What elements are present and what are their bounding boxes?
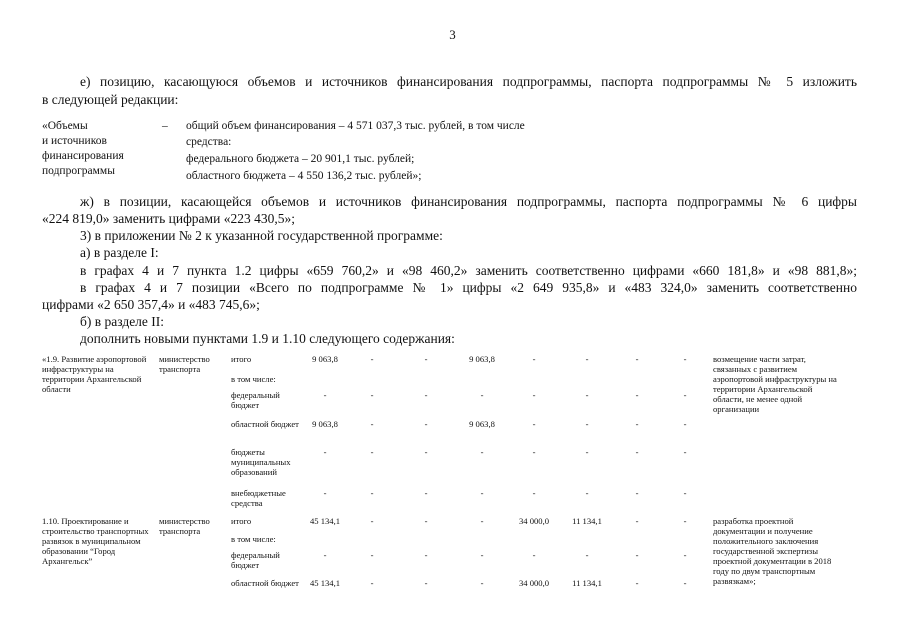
table-item-1-9: «1.9. Развитие аэропортовой инфраструктуры на территории Архангельской области bbox=[42, 354, 147, 394]
table-value-cell: - bbox=[683, 354, 687, 364]
table-value-cell: - bbox=[480, 578, 484, 588]
table-value-cell: - bbox=[424, 550, 428, 560]
funding-label-line-3: финансирования bbox=[42, 150, 124, 162]
table-value-cell: - bbox=[323, 390, 327, 400]
table-value-cell: - bbox=[424, 419, 428, 429]
funding-label-line-1: «Объемы bbox=[42, 120, 88, 132]
table-value-cell: - bbox=[424, 354, 428, 364]
table-value-cell: - bbox=[683, 488, 687, 498]
table-value-cell: - bbox=[683, 390, 687, 400]
page-number: 3 bbox=[449, 27, 456, 42]
table-executor-1-10: министерство транспорта bbox=[159, 516, 210, 536]
table-value-cell: 9 063,8 bbox=[312, 419, 338, 429]
table-source-cell: внебюджетные средства bbox=[231, 488, 286, 508]
section-3-line-2: а) в разделе I: bbox=[80, 245, 159, 260]
section-e-line-2: в следующей редакции: bbox=[42, 92, 179, 107]
table-source-cell: федеральный бюджет bbox=[231, 550, 280, 570]
funding-federal: федерального бюджета – 20 901,1 тыс. рублей; bbox=[186, 153, 415, 165]
table-value-cell: 9 063,8 bbox=[312, 354, 338, 364]
table-value-cell: 34 000,0 bbox=[518, 578, 550, 588]
table-result-1-9: возмещение части затрат, связанных с развитием аэропортовой инфраструктуры на территории Архангельской области, не менее одной организации bbox=[713, 354, 837, 414]
table-source-cell: областной бюджет bbox=[231, 419, 299, 429]
table-item-1-10: 1.10. Проектирование и строительство транспортных развязок в муниципальном образовании “Город Архангельск” bbox=[42, 516, 149, 566]
table-value-cell: - bbox=[323, 550, 327, 560]
table-executor-1-9: министерство транспорта bbox=[159, 354, 210, 374]
table-value-cell: - bbox=[424, 578, 428, 588]
section-3-line-4: в графах 4 и 7 позиции «Всего по подпрограмме № 1» цифры «2 649 935,8» и «483 324,0» заменить соответственно bbox=[80, 280, 857, 295]
funding-label-line-4: подпрограммы bbox=[42, 165, 115, 177]
table-value-cell: - bbox=[424, 447, 428, 457]
table-value-cell: - bbox=[635, 488, 639, 498]
table-value-cell: - bbox=[424, 390, 428, 400]
table-value-cell: - bbox=[480, 488, 484, 498]
table-value-cell: - bbox=[683, 419, 687, 429]
section-3-line-5: цифрами «2 650 357,4» и «483 745,6»; bbox=[42, 297, 260, 312]
table-result-1-10: разработка проектной документации и получение положительного заключения государственной экспертизы проектной документации в 2018 году по двум транспортным развязкам»; bbox=[713, 516, 832, 586]
table-value-cell: - bbox=[480, 390, 484, 400]
table-value-cell: - bbox=[370, 516, 374, 526]
table-value-cell: - bbox=[683, 447, 687, 457]
table-value-cell: 34 000,0 bbox=[518, 516, 550, 526]
table-source-cell: в том числе: bbox=[231, 374, 276, 384]
funding-regional: областного бюджета – 4 550 136,2 тыс. рублей»; bbox=[186, 170, 422, 182]
table-source-cell: федеральный бюджет bbox=[231, 390, 280, 410]
section-zh-line-1: ж) в позиции, касающейся объемов и источников финансирования подпрограммы, паспорта подпрограммы № 6 цифры bbox=[80, 194, 857, 209]
table-value-cell: - bbox=[585, 419, 589, 429]
table-source-cell: в том числе: bbox=[231, 534, 276, 544]
table-value-cell: - bbox=[635, 354, 639, 364]
table-value-cell: 11 134,1 bbox=[572, 578, 602, 588]
table-value-cell: - bbox=[370, 578, 374, 588]
table-value-cell: - bbox=[635, 578, 639, 588]
section-3-line-7: дополнить новыми пунктами 1.9 и 1.10 следующего содержания: bbox=[80, 331, 455, 346]
table-value-cell: 45 134,1 bbox=[309, 516, 341, 526]
table-source-cell: областной бюджет bbox=[231, 578, 299, 588]
table-value-cell: - bbox=[532, 390, 536, 400]
table-source-cell: итого bbox=[231, 354, 252, 364]
table-value-cell: 45 134,1 bbox=[309, 578, 341, 588]
section-3-line-3: в графах 4 и 7 пункта 1.2 цифры «659 760,2» и «98 460,2» заменить соответственно цифрами «660 181,8» и «98 881,8»; bbox=[80, 263, 857, 278]
table-value-cell: - bbox=[635, 550, 639, 560]
table-value-cell: - bbox=[532, 354, 536, 364]
table-value-cell: - bbox=[323, 488, 327, 498]
table-value-cell: - bbox=[370, 354, 374, 364]
funding-label-line-2: и источников bbox=[42, 135, 107, 147]
table-value-cell: 9 063,8 bbox=[469, 419, 495, 429]
section-3-line-6: б) в разделе II: bbox=[80, 314, 165, 329]
table-value-cell: - bbox=[683, 550, 687, 560]
table-value-cell: - bbox=[532, 447, 536, 457]
table-value-cell: - bbox=[635, 419, 639, 429]
table-value-cell: - bbox=[370, 390, 374, 400]
table-value-cell: - bbox=[370, 447, 374, 457]
table-value-cell: - bbox=[585, 488, 589, 498]
table-value-cell: - bbox=[370, 419, 374, 429]
table-value-cell: - bbox=[635, 390, 639, 400]
table-value-cell: 9 063,8 bbox=[469, 354, 495, 364]
table-value-cell: - bbox=[532, 419, 536, 429]
table-value-cell: - bbox=[424, 516, 428, 526]
table-value-cell: - bbox=[585, 550, 589, 560]
table-value-cell: - bbox=[635, 516, 639, 526]
table-value-cell: - bbox=[323, 447, 327, 457]
table-value-cell: - bbox=[585, 447, 589, 457]
table-value-cell: - bbox=[532, 550, 536, 560]
table-value-cell: - bbox=[683, 578, 687, 588]
table-value-cell: - bbox=[370, 550, 374, 560]
funding-dash: – bbox=[162, 120, 168, 132]
table-value-cell: - bbox=[585, 354, 589, 364]
table-value-cell: - bbox=[480, 516, 484, 526]
table-value-cell: 11 134,1 bbox=[572, 516, 602, 526]
table-value-cell: - bbox=[424, 488, 428, 498]
table-value-cell: - bbox=[683, 516, 687, 526]
table-source-cell: итого bbox=[231, 516, 252, 526]
section-e-line-1: е) позицию, касающуюся объемов и источников финансирования подпрограммы, паспорта подпрограммы № 5 изложить bbox=[80, 74, 857, 89]
table-value-cell: - bbox=[532, 488, 536, 498]
section-3-line-1: 3) в приложении № 2 к указанной государственной программе: bbox=[80, 228, 443, 243]
section-zh-line-2: «224 819,0» заменить цифрами «223 430,5»; bbox=[42, 211, 295, 226]
table-value-cell: - bbox=[585, 390, 589, 400]
table-source-cell: бюджеты муниципальных образований bbox=[231, 447, 291, 477]
table-value-cell: - bbox=[635, 447, 639, 457]
table-value-cell: - bbox=[480, 550, 484, 560]
funding-total: общий объем финансирования – 4 571 037,3 тыс. рублей, в том числе bbox=[186, 120, 525, 132]
table-value-cell: - bbox=[370, 488, 374, 498]
table-value-cell: - bbox=[480, 447, 484, 457]
funding-sources-label: средства: bbox=[186, 136, 232, 148]
